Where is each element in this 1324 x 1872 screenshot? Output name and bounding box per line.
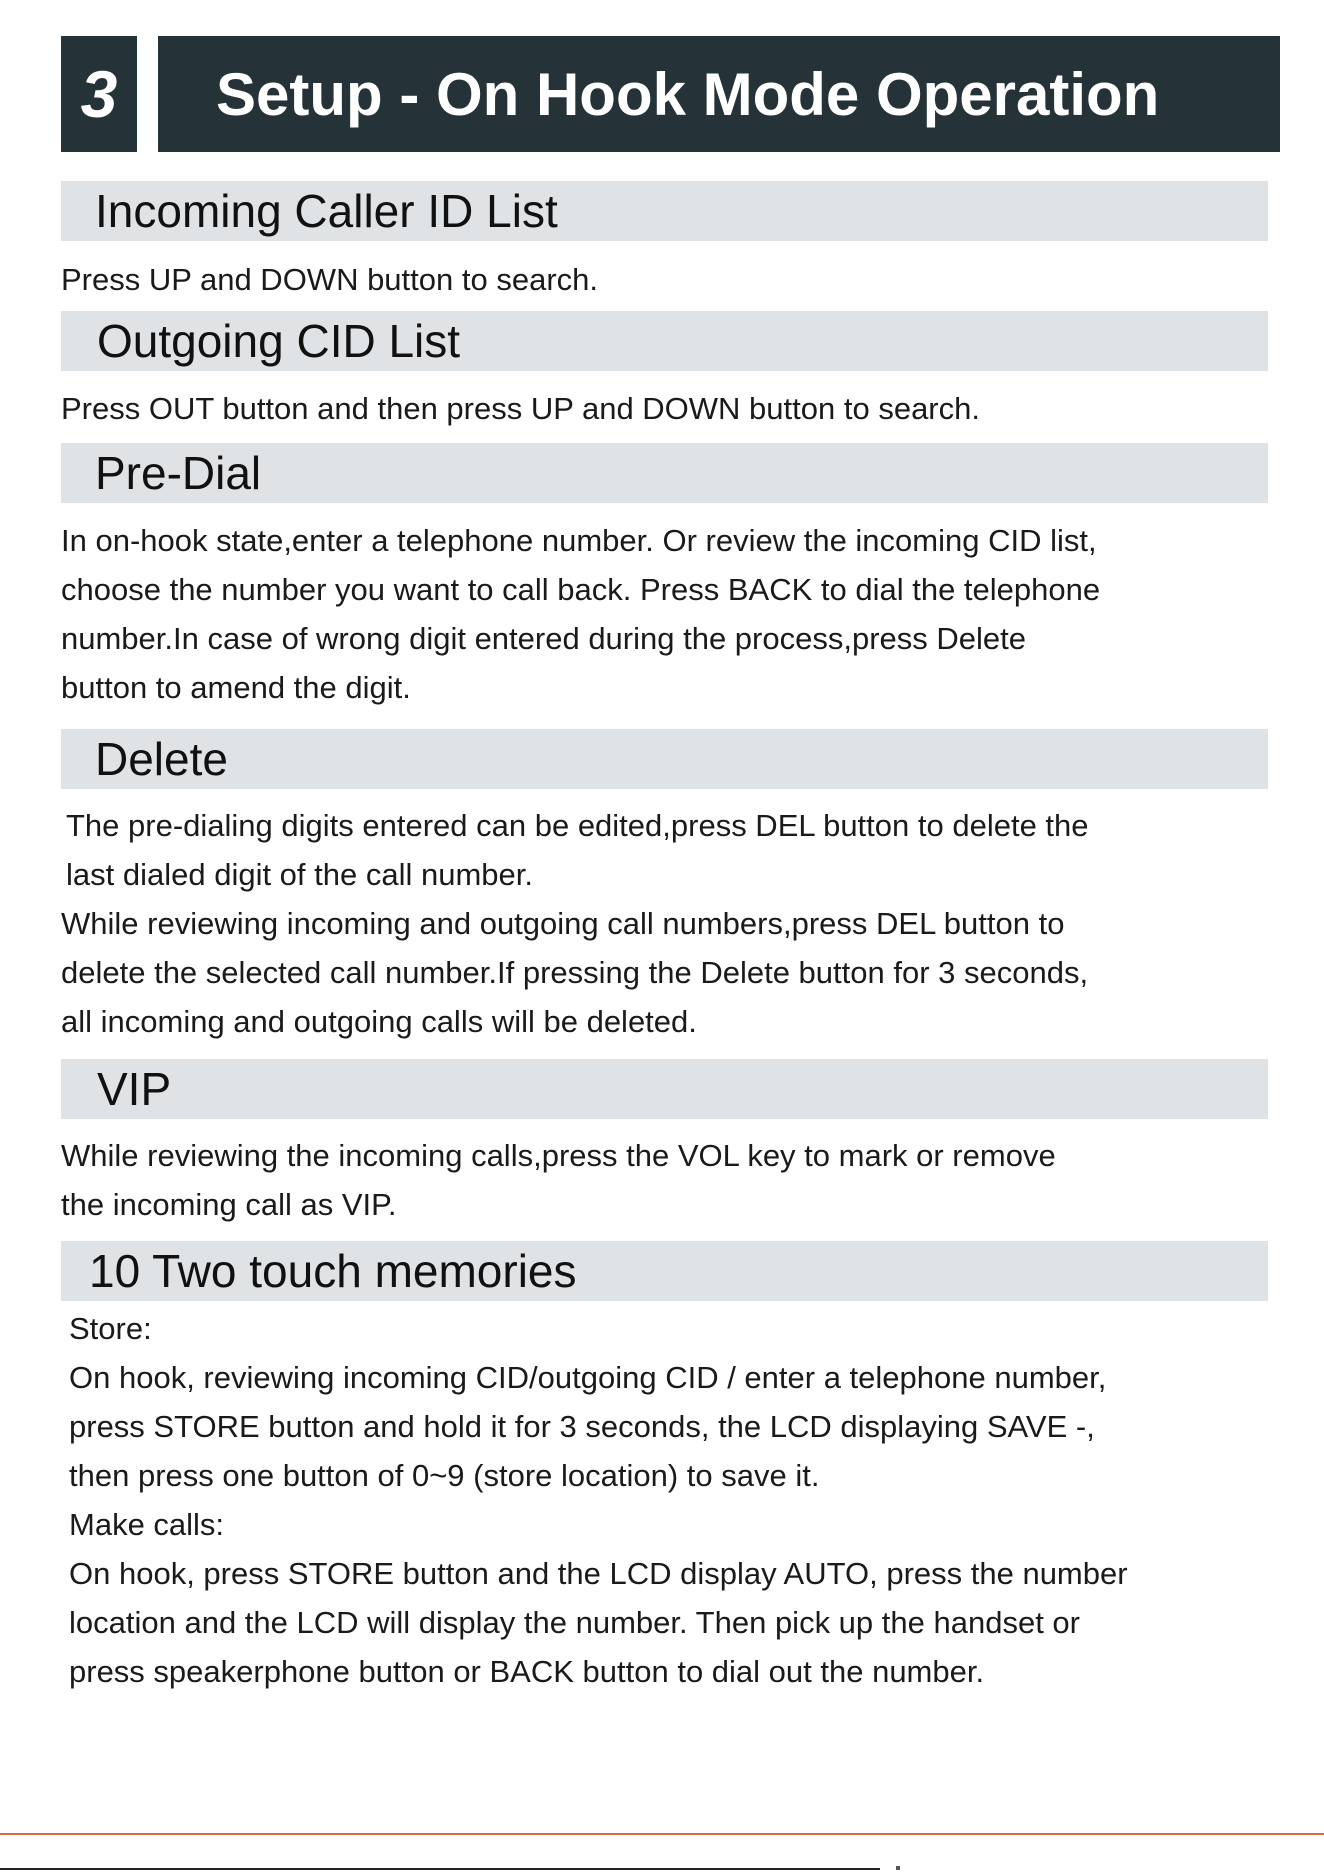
text-line: The pre-dialing digits entered can be edited,press DEL button to delete the [66,808,1089,843]
text-line: On hook, press STORE button and the LCD display AUTO, press the number [69,1556,1128,1591]
section-heading-pre-dial: Pre-Dial [61,443,1268,503]
text-line: press speakerphone button or BACK button to dial out the number. [69,1654,985,1689]
section-number: 3 [61,36,137,152]
bottom-rule [0,1868,880,1870]
text-line: the incoming call as VIP. [61,1187,397,1222]
text-line: In on-hook state,enter a telephone number. Or review the incoming CID list, [61,523,1097,558]
text-line: button to amend the digit. [61,670,411,705]
text-line: all incoming and outgoing calls will be deleted. [61,1004,697,1039]
text-line: While reviewing incoming and outgoing call numbers,press DEL button to [61,906,1065,941]
bottom-mark [896,1866,900,1870]
delete-text-b [61,899,1088,1046]
text-line: Store: [69,1311,152,1346]
text-line: Press UP and DOWN button to search. [61,262,598,297]
section-heading-outgoing-cid: Outgoing CID List [61,311,1268,371]
text-line: Make calls: [69,1507,225,1542]
text-line: choose the number you want to call back. Press BACK to dial the telephone [61,572,1101,607]
delete-text-a [66,801,1089,899]
text-line: number.In case of wrong digit entered during the process,press Delete [61,621,1026,656]
page-title: Setup - On Hook Mode Operation [158,36,1280,152]
vip-text [61,1131,1056,1229]
text-line: press STORE button and hold it for 3 seconds, the LCD displaying SAVE -, [69,1409,1095,1444]
text-line: last dialed digit of the call number. [66,857,533,892]
pre-dial-text [61,516,1100,712]
text-line: Press OUT button and then press UP and DOWN button to search. [61,391,980,426]
section-heading-delete: Delete [61,729,1268,789]
text-line: delete the selected call number.If pressing the Delete button for 3 seconds, [61,955,1089,990]
section-heading-vip: VIP [61,1059,1268,1119]
text-line: On hook, reviewing incoming CID/outgoing CID / enter a telephone number, [69,1360,1107,1395]
incoming-cid-text [61,255,598,304]
section-heading-incoming-cid: Incoming Caller ID List [61,181,1268,241]
outgoing-cid-text [61,384,980,433]
text-line: location and the LCD will display the number. Then pick up the handset or [69,1605,1080,1640]
section-heading-two-touch-memories: 10 Two touch memories [61,1241,1268,1301]
footer-divider [0,1833,1324,1835]
text-line: While reviewing the incoming calls,press the VOL key to mark or remove [61,1138,1056,1173]
memories-text [69,1304,1128,1696]
text-line: then press one button of 0~9 (store location) to save it. [69,1458,820,1493]
